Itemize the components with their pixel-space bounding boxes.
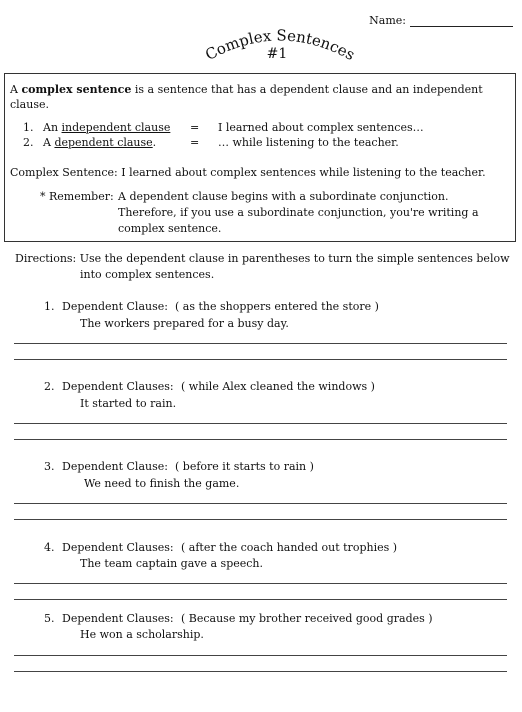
title-textpath: Complex Sentences (202, 26, 358, 65)
exercise-sentence: The workers prepared for a busy day. (80, 317, 289, 330)
exercise-label: Dependent Clauses: (62, 541, 174, 554)
intro-term: complex sentence (21, 83, 132, 96)
exercise-sentence: He won a scholarship. (80, 628, 204, 641)
exercise-sentence: The team captain gave a speech. (80, 557, 264, 570)
definition-intro-cont: clause. (10, 98, 49, 111)
name-label: Name: (369, 14, 406, 27)
exercise-clause: ( before it starts to rain ) (175, 460, 314, 473)
definition-item-term (43, 121, 170, 135)
complex-sentence-example: Complex Sentence: I learned about complex sentences while listening to the teacher. (10, 166, 486, 179)
exercise-number: 2. (44, 380, 55, 393)
worksheet-title (0, 0, 522, 70)
intro-post: is a sentence that has a dependent clause and an independent (134, 83, 483, 96)
definition-item-example: I learned about complex sentences… (218, 121, 424, 134)
intro-pre: A (10, 83, 18, 96)
item-term-underlined: dependent clause (54, 136, 153, 149)
item-pre: A (43, 136, 51, 149)
definition-item-example: … while listening to the teacher. (218, 136, 399, 149)
answer-line[interactable] (14, 503, 507, 504)
definition-item-term (43, 136, 156, 150)
exercise-number: 5. (44, 612, 55, 625)
item-suffix: . (152, 136, 157, 149)
remember-line: A dependent clause begins with a subordinate conjunction. (118, 190, 449, 203)
exercise-label: Dependent Clauses: (62, 380, 174, 393)
exercise-sentence: It started to rain. (80, 397, 177, 410)
exercise-sentence: We need to finish the game. (84, 477, 240, 490)
exercise-clause: ( as the shoppers entered the store ) (175, 300, 379, 313)
answer-line[interactable] (14, 359, 507, 360)
answer-line[interactable] (14, 439, 507, 440)
answer-line[interactable] (14, 343, 507, 344)
exercise-label: Dependent Clauses: (62, 612, 174, 625)
answer-line[interactable] (14, 583, 507, 584)
exercise-clause: ( Because my brother received good grades ) (181, 612, 433, 625)
directions-text: Directions: Use the dependent clause in parentheses to turn the simple sentences below (15, 252, 510, 265)
exercise-label: Dependent Clause: (62, 300, 168, 313)
definition-item-num: 1. (23, 121, 34, 134)
definition-intro (10, 83, 483, 97)
directions-text-cont: into complex sentences. (80, 268, 215, 281)
definition-item-equals: = (190, 121, 200, 134)
exercise-number: 3. (44, 460, 55, 473)
exercise-label: Dependent Clause: (62, 460, 168, 473)
answer-line[interactable] (14, 599, 507, 600)
exercise-clause: ( after the coach handed out trophies ) (181, 541, 398, 554)
answer-line[interactable] (14, 423, 507, 424)
remember-line: complex sentence. (118, 222, 222, 235)
answer-line[interactable] (14, 671, 507, 672)
remember-line: Therefore, if you use a subordinate conjunction, you're writing a (118, 206, 479, 219)
answer-line[interactable] (14, 519, 507, 520)
exercise-number: 1. (44, 300, 55, 313)
item-term-underlined: independent clause (61, 121, 171, 134)
definition-item-num: 2. (23, 136, 34, 149)
answer-line[interactable] (14, 655, 507, 656)
exercise-clause: ( while Alex cleaned the windows ) (181, 380, 375, 393)
item-pre: An (43, 121, 59, 134)
title-number: #1 (266, 46, 288, 62)
exercise-number: 4. (44, 541, 55, 554)
remember-label: * Remember: (40, 190, 114, 203)
definition-item-equals: = (190, 136, 200, 149)
